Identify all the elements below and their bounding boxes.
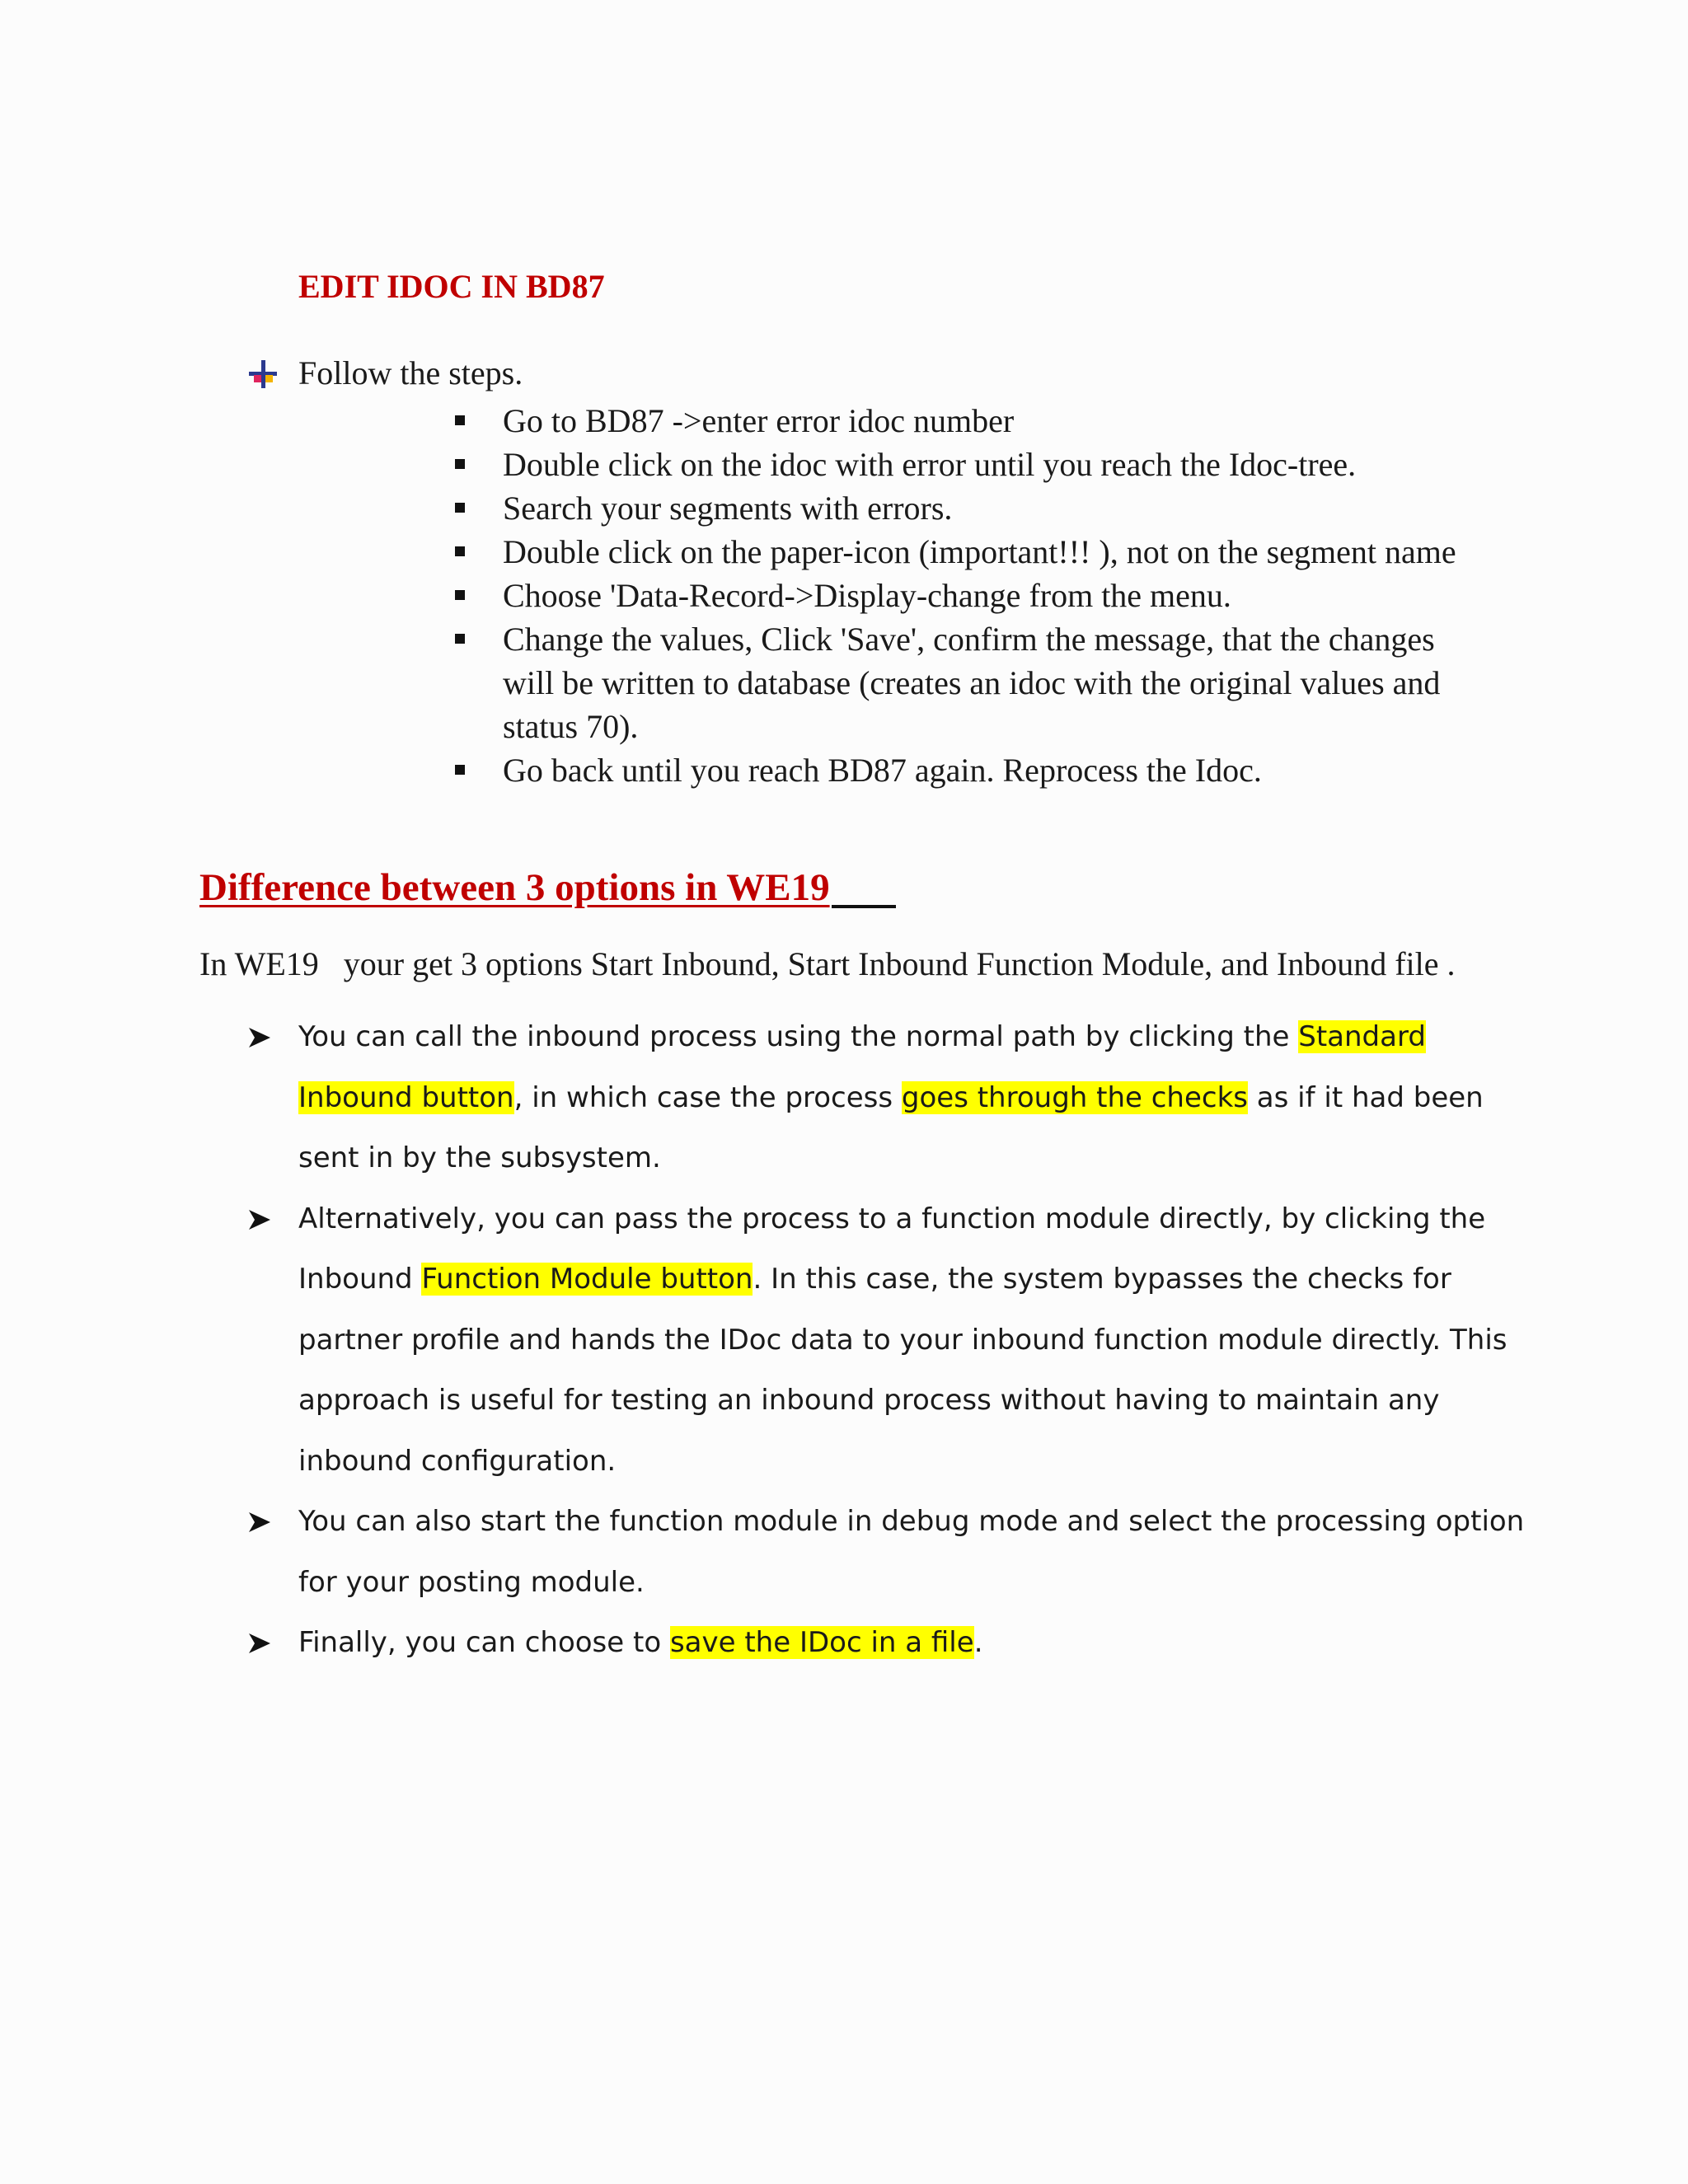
option-text: . In this case, the system bypasses the checks for partner profile and hands the IDoc data to your inbound function module directly. This approach is useful for testing an inbound process without having to maintain any inbound configuration. [298,1263,1507,1478]
highlighted-text: goes through the checks [901,1080,1248,1114]
list-item [247,1007,1533,1189]
step-text: Search your segments with errors. [503,490,953,527]
list-item [247,1613,1533,1674]
lead-line [247,354,523,392]
square-bullet-icon [455,634,465,644]
section-title-we19 [199,865,896,910]
list-item [452,748,1474,792]
list-item [452,443,1474,486]
square-bullet-icon [455,503,465,513]
steps-list [452,399,1474,792]
list-item [452,399,1474,443]
square-bullet-icon [455,765,465,775]
step-text: Choose 'Data-Record->Display-change from the menu. [503,577,1231,614]
step-text: Go to BD87 ->enter error idoc number [503,402,1015,439]
list-item [452,574,1474,617]
arrowhead-bullet-icon [247,1025,272,1050]
option-text: , in which case the process [513,1080,902,1114]
option-text: You can also start the function module in debug mode and select the processing option for your posting module. [298,1505,1525,1599]
title-underline-rule [832,905,896,908]
list-item [452,486,1474,530]
step-text: Double click on the paper-icon (important!!! ), not on the segment name [503,533,1456,570]
highlighted-text: save the IDoc in a file [669,1626,974,1659]
option-text: Alternatively, you can pass the process to a function module directly, by clicking the Inbound [298,1202,1486,1296]
option-text: Finally, you can choose to [298,1626,670,1659]
list-item [452,617,1474,748]
highlighted-text: Function Module button [421,1263,753,1296]
arrowhead-bullet-icon [247,1207,272,1232]
arrowhead-bullet-icon [247,1631,272,1656]
options-list [247,1007,1533,1674]
square-bullet-icon [455,459,465,469]
square-bullet-icon [455,415,465,425]
step-text: Double click on the idoc with error until you reach the Idoc-tree. [503,446,1357,483]
list-item [247,1492,1533,1613]
section-title-edit-idoc: EDIT IDOC IN BD87 [298,268,605,305]
plus-sign-bullet-icon [247,359,279,390]
option-text: as if it had been sent in by the subsystem. [298,1080,1484,1174]
square-bullet-icon [455,590,465,600]
square-bullet-icon [455,546,465,556]
option-text: . [973,1626,983,1659]
intro-paragraph: In WE19 your get 3 options Start Inbound, Start Inbound Function Module, and Inbound file . [199,945,1456,982]
list-item [452,530,1474,574]
step-text: Go back until you reach BD87 again. Reprocess the Idoc. [503,752,1262,789]
lead-text: Follow the steps. [298,354,523,391]
highlighted-text: Standard Inbound button [298,1020,1426,1114]
option-text: You can call the inbound process using the normal path by clicking the [298,1020,1299,1053]
list-item [247,1189,1533,1493]
arrowhead-bullet-icon [247,1510,272,1535]
step-text: Change the values, Click 'Save', confirm the message, that the changes will be written to database (creates an idoc with the original values and status 70). [503,621,1441,745]
section-title-text: Difference between 3 options in WE19 [199,866,830,909]
